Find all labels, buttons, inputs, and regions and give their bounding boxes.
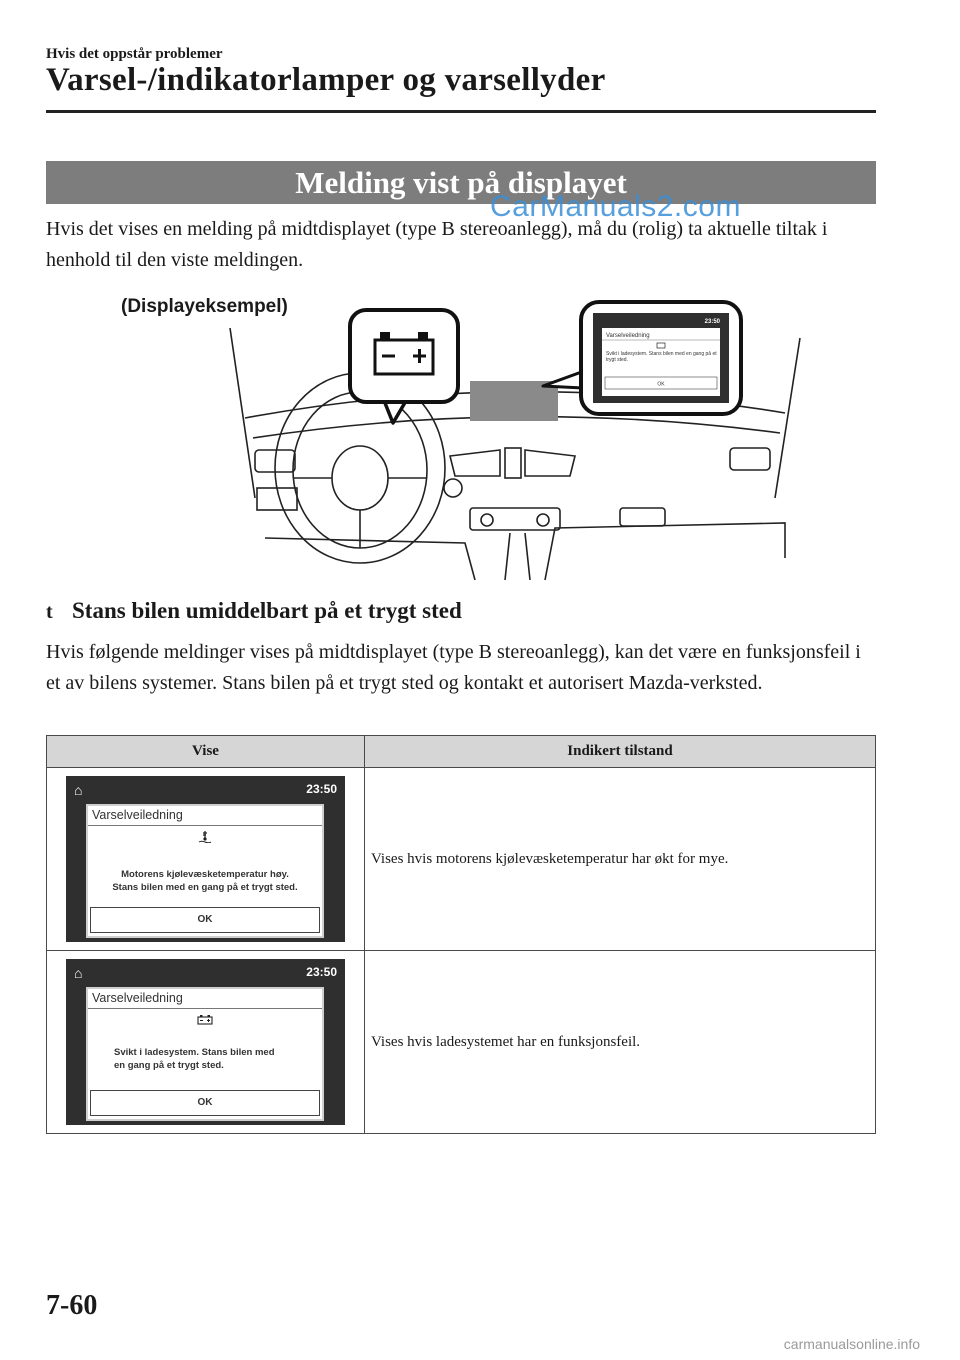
watermark-top: CarManuals2.com — [490, 190, 741, 223]
section-header: Hvis det oppstår problemer — [46, 46, 223, 62]
dialog-message-line2: en gang på et trygt sted. — [114, 1060, 224, 1071]
screen-time: 23:50 — [306, 782, 337, 796]
mini-screen-message: Svikt i ladesystem. Stans bilen med en gang på et trygt sted. — [606, 351, 717, 363]
table-header-condition: Indikert tilstand — [365, 736, 876, 768]
subsection-heading — [46, 598, 462, 624]
message-table — [46, 735, 876, 1134]
home-icon: ⌂ — [74, 965, 83, 981]
header-divider — [46, 110, 876, 113]
warning-dialog — [86, 987, 324, 1121]
dialog-message-line1: Svikt i ladesystem. Stans bilen med — [114, 1047, 275, 1058]
subsection-paragraph: Hvis følgende meldinger vises på midtdisplayet (type B stereoanlegg), kan det være en funksjonsfeil i et av bilens systemer. Stans bilen på et trygt sted og kontakt et autorisert Mazda-verksted. — [46, 641, 861, 694]
table-row — [47, 768, 876, 951]
subsection-bullet: t — [46, 601, 53, 623]
warning-dialog — [86, 804, 324, 938]
dialog-divider — [88, 825, 322, 826]
intro-paragraph: Hvis det vises en melding på midtdisplayet (type B stereoanlegg), må du (rolig) ta aktuelle tiltak i henhold til den viste meldingen. — [46, 218, 828, 271]
table-cell-screen — [47, 768, 365, 951]
table-cell-description: Vises hvis ladesystemet har en funksjonsfeil. — [365, 951, 876, 1134]
section-banner: Melding vist på displayet — [46, 161, 876, 204]
dialog-divider — [88, 1008, 322, 1009]
mini-screen-time: 23:50 — [704, 319, 720, 325]
chapter-title: Varsel-/indikatorlamper og varsellyder — [46, 62, 606, 98]
dialog-message-line1: Motorens kjølevæsketemperatur høy. — [121, 869, 289, 880]
table-cell-description: Vises hvis motorens kjølevæsketemperatur har økt for mye. — [365, 768, 876, 951]
display-screenshot-charging — [66, 959, 345, 1125]
dialog-title: Varselveiledning — [92, 808, 183, 822]
dialog-title: Varselveiledning — [92, 991, 183, 1005]
mini-screen-ok: OK — [657, 381, 665, 388]
screen-time: 23:50 — [306, 965, 337, 979]
dashboard-illustration — [225, 298, 805, 580]
watermark-bottom: carmanualsonline.info — [783, 1336, 920, 1352]
display-screenshot-coolant — [66, 776, 345, 942]
table-row — [47, 951, 876, 1134]
battery-icon — [88, 1014, 322, 1028]
table-header-display: Vise — [47, 736, 365, 768]
page-number: 7-60 — [46, 1290, 98, 1321]
figure-label: (Displayeksempel) — [121, 296, 288, 317]
mini-screen-title: Varselveiledning — [606, 333, 650, 339]
ok-button[interactable]: OK — [90, 907, 320, 933]
dialog-message-line2: Stans bilen med en gang på et trygt sted. — [112, 882, 298, 893]
ok-button[interactable]: OK — [90, 1090, 320, 1116]
coolant-temperature-icon — [88, 831, 322, 846]
home-icon: ⌂ — [74, 782, 83, 798]
table-cell-screen — [47, 951, 365, 1134]
subsection-title: Stans bilen umiddelbart på et trygt sted — [72, 598, 462, 623]
